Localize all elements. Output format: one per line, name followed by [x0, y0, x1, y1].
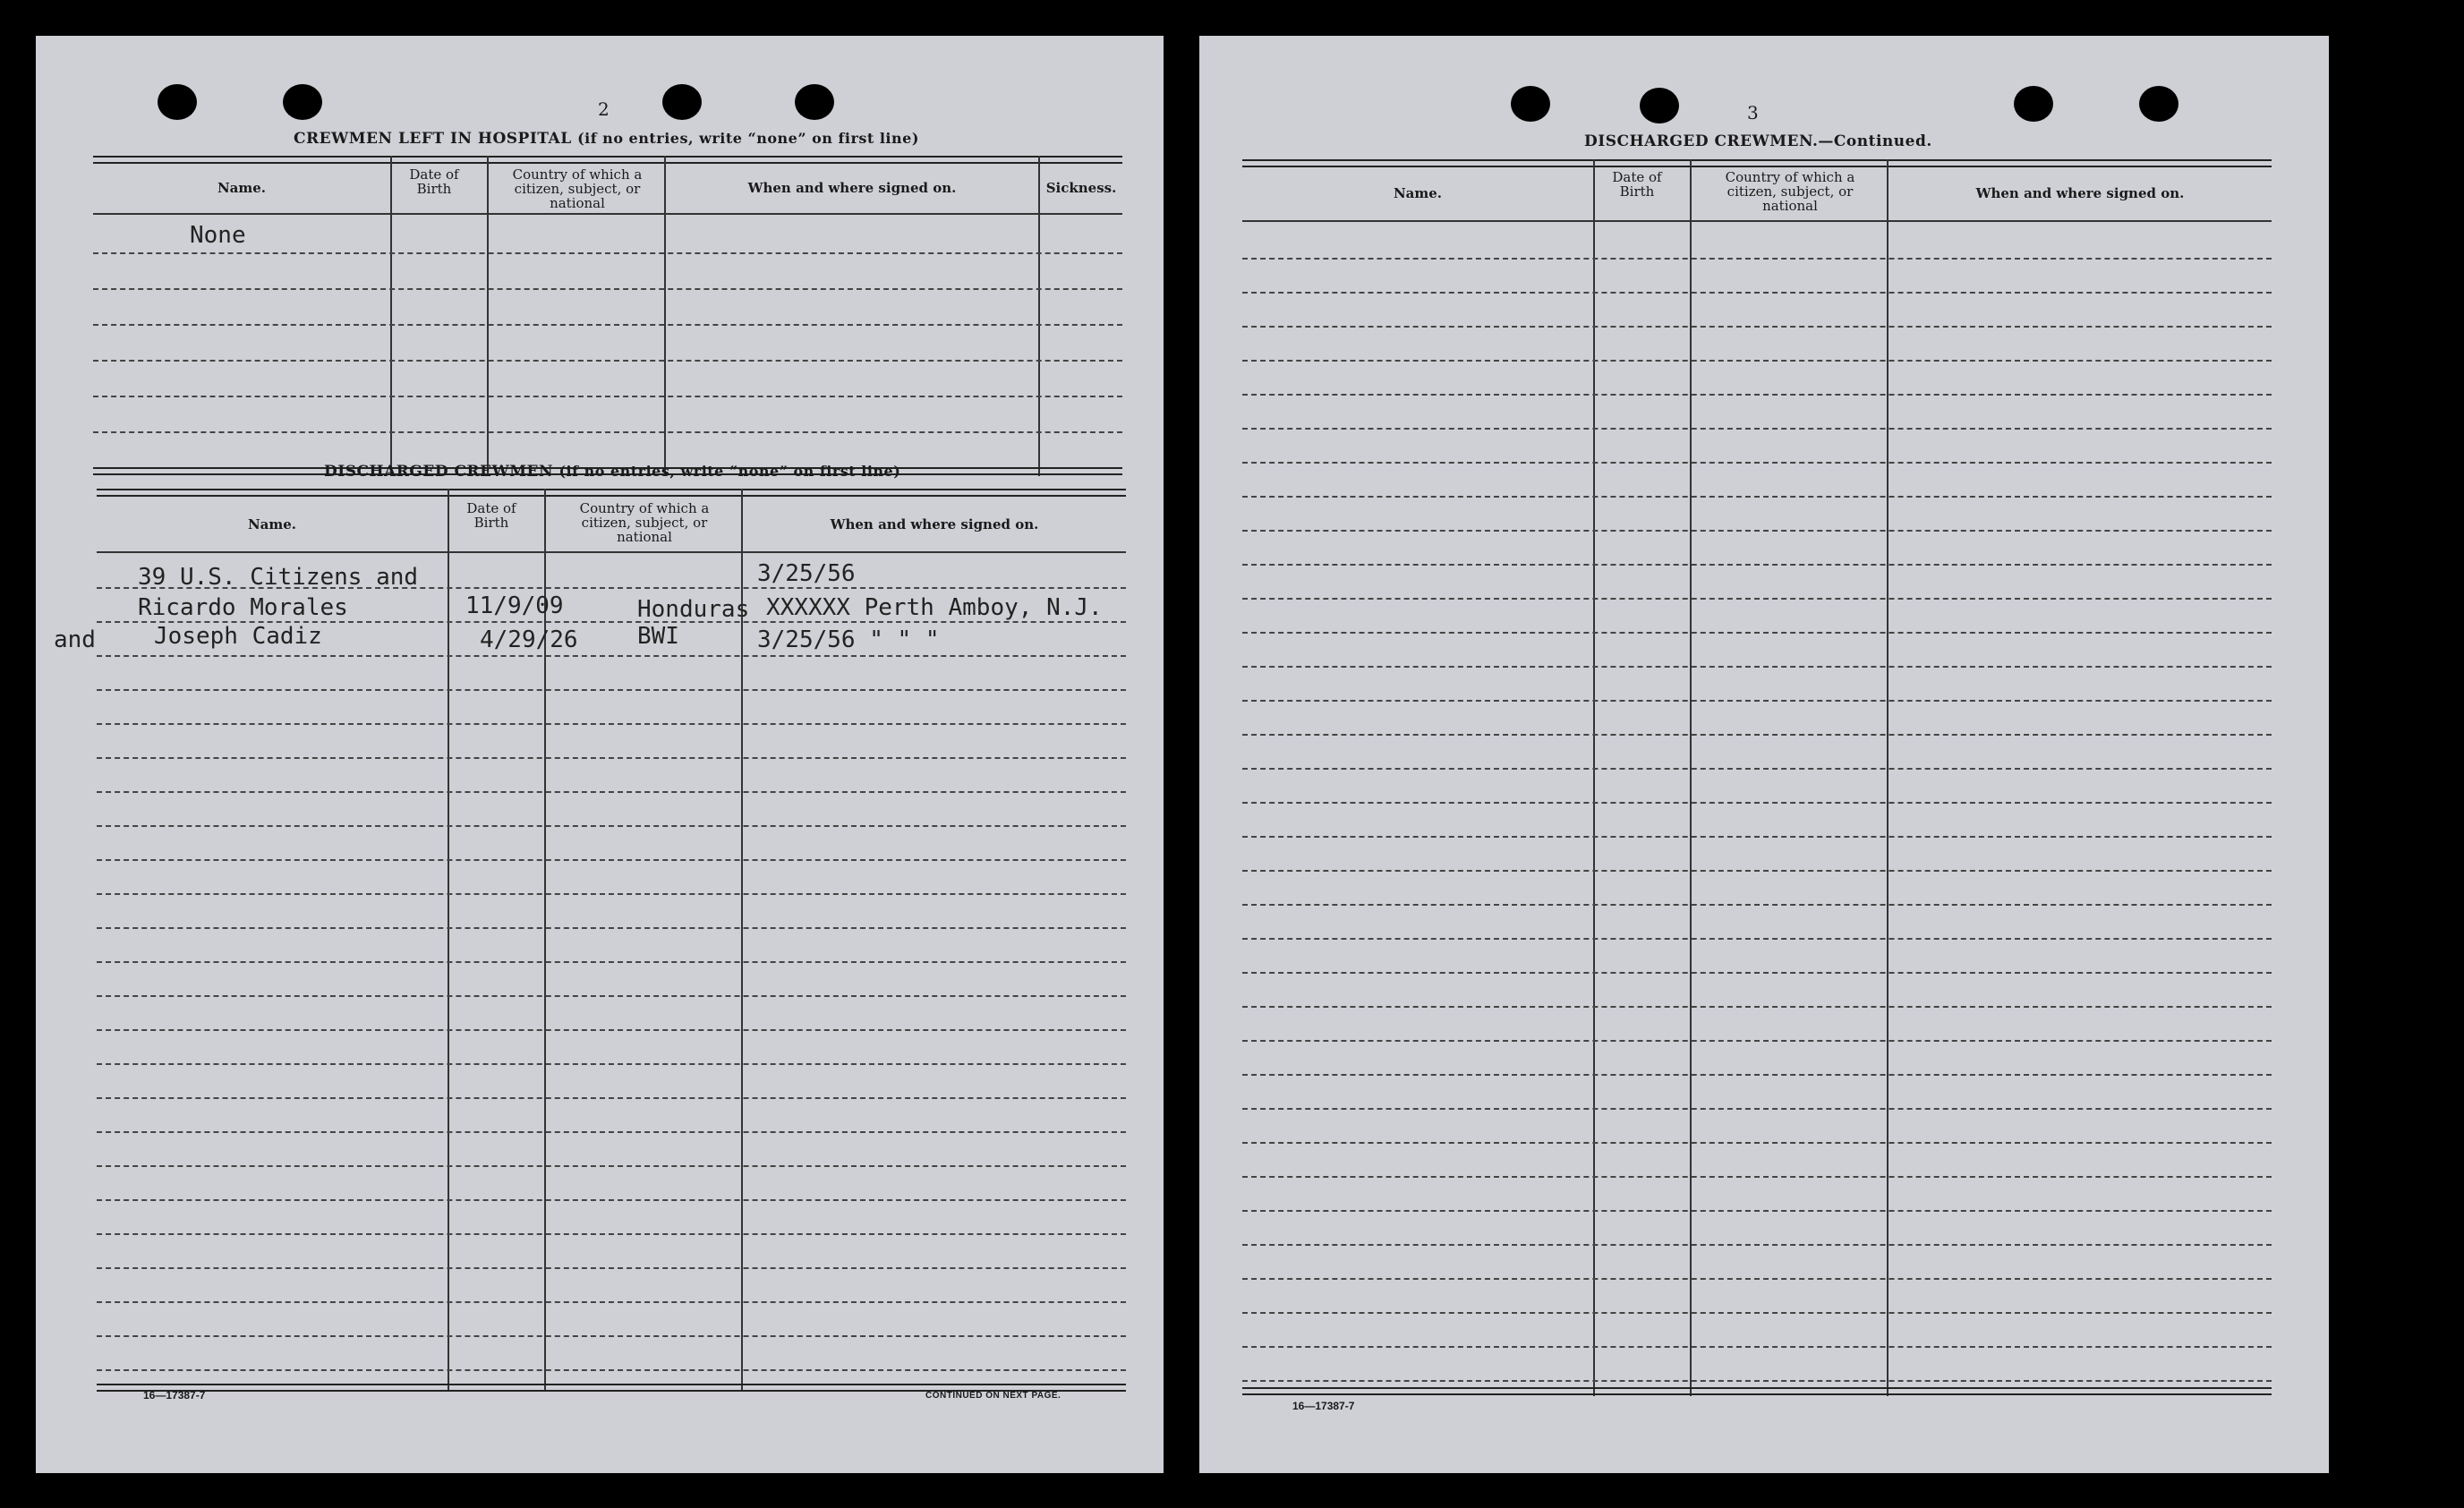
col-signed-header: When and where signed on. — [1975, 185, 2185, 201]
ruled-line — [1242, 1108, 2272, 1110]
hospital-subtitle-text: (if no entries, write “none” on first line) — [577, 130, 919, 147]
col-signed-header: When and where signed on. — [830, 516, 1039, 532]
hospital-title-text: CREWMEN LEFT IN HOSPITAL — [294, 130, 572, 148]
ruled-line — [97, 655, 1126, 657]
row-1-name: 39 U.S. Citizens and — [138, 564, 419, 591]
ruled-line — [1242, 1346, 2272, 1348]
row-3-prefix: and — [54, 626, 96, 653]
ruled-line — [1242, 1278, 2272, 1280]
row-3-dob: 4/29/26 — [480, 626, 578, 653]
page-number: 3 — [1747, 102, 1759, 124]
ruled-line — [1242, 462, 2272, 464]
ruled-line — [1242, 972, 2272, 974]
ruled-line — [97, 1233, 1126, 1235]
discharged-continued-table — [1242, 159, 2272, 1396]
col-dob-header: Date of Birth — [1612, 169, 1662, 200]
col-name-header: Name. — [247, 516, 297, 532]
punch-hole — [2139, 86, 2178, 122]
ruled-line — [1242, 1312, 2272, 1314]
punch-hole — [2014, 86, 2053, 122]
left-page — [36, 36, 1164, 1473]
ruled-line — [1242, 1210, 2272, 1212]
discharged-continued-title: DISCHARGED CREWMEN.—Continued. — [1584, 132, 1932, 150]
ruled-line — [1242, 1244, 2272, 1246]
ruled-line — [97, 1301, 1126, 1303]
discharged-subtitle-text: (if no entries, write “none” on first line) — [558, 463, 901, 480]
col-country-header: Country of which a citizen, subject, or national — [1725, 169, 1855, 214]
ruled-line — [1242, 394, 2272, 396]
row-3-signed-on: 3/25/56 " " " — [757, 626, 940, 653]
row-2-name: Ricardo Morales — [138, 594, 348, 621]
col-sickness-header: Sickness. — [1045, 180, 1117, 196]
col-name-header: Name. — [217, 180, 267, 196]
ruled-line — [97, 1131, 1126, 1133]
row-3-name: Joseph Cadiz — [154, 623, 322, 650]
punch-hole — [158, 84, 197, 120]
ruled-line — [97, 791, 1126, 793]
ruled-line — [1242, 258, 2272, 260]
ruled-line — [1242, 836, 2272, 838]
ruled-line — [1242, 802, 2272, 804]
row-2-signed-on: XXXXXX Perth Amboy, N.J. — [766, 594, 1103, 621]
col-name-header: Name. — [1393, 185, 1443, 201]
ruled-line — [97, 757, 1126, 759]
ruled-line — [97, 723, 1126, 725]
row-2-country: Honduras — [637, 596, 750, 623]
ruled-line — [97, 1199, 1126, 1201]
discharged-title-text: DISCHARGED CREWMEN — [324, 463, 554, 481]
ruled-line — [1242, 870, 2272, 872]
ruled-line — [1242, 904, 2272, 906]
punch-hole — [795, 84, 834, 120]
ruled-line — [1242, 428, 2272, 430]
col-dob-header: Date of Birth — [466, 500, 516, 531]
ruled-line — [1242, 632, 2272, 634]
ruled-line — [97, 825, 1126, 827]
ruled-line — [1242, 326, 2272, 328]
discharged-section-title — [324, 463, 900, 481]
page-number: 2 — [598, 98, 610, 120]
ruled-line — [97, 689, 1126, 691]
ruled-line — [1242, 530, 2272, 532]
ruled-line — [1242, 292, 2272, 294]
ruled-line — [97, 1063, 1126, 1065]
ruled-line — [1242, 768, 2272, 770]
hospital-section-title — [294, 130, 919, 148]
ruled-line — [97, 893, 1126, 895]
ruled-line — [1242, 598, 2272, 600]
form-number: 16—17387-7 — [143, 1389, 206, 1402]
ruled-line — [97, 995, 1126, 997]
ruled-line — [97, 1267, 1126, 1269]
punch-hole — [662, 84, 702, 120]
ruled-line — [1242, 700, 2272, 702]
row-1-signed-on: 3/25/56 — [757, 560, 856, 587]
continued-note: CONTINUED ON NEXT PAGE. — [925, 1391, 1061, 1401]
ruled-line — [1242, 1142, 2272, 1144]
ruled-line — [1242, 360, 2272, 362]
ruled-line — [1242, 496, 2272, 498]
ruled-line — [1242, 1006, 2272, 1008]
ruled-line — [1242, 564, 2272, 566]
right-page — [1199, 36, 2329, 1473]
ruled-line — [97, 1369, 1126, 1371]
discharged-table — [54, 489, 1126, 1391]
punch-hole — [1640, 88, 1679, 124]
row-2-dob: 11/9/09 — [465, 592, 564, 619]
ruled-line — [97, 961, 1126, 963]
row-3-country: BWI — [637, 623, 679, 650]
col-signed-header: When and where signed on. — [747, 180, 957, 196]
ruled-line — [97, 1165, 1126, 1167]
ruled-line — [1242, 1040, 2272, 1042]
hospital-entry: None — [190, 222, 246, 249]
ruled-line — [1242, 666, 2272, 668]
col-country-header: Country of which a citizen, subject, or national — [512, 166, 643, 211]
punch-hole — [283, 84, 322, 120]
ruled-line — [97, 859, 1126, 861]
form-number: 16—17387-7 — [1292, 1400, 1355, 1412]
col-dob-header: Date of Birth — [409, 166, 459, 197]
ruled-line — [97, 1097, 1126, 1099]
ruled-line — [97, 927, 1126, 929]
ruled-line — [97, 1335, 1126, 1337]
ruled-line — [1242, 1380, 2272, 1382]
ruled-line — [1242, 1176, 2272, 1178]
col-country-header: Country of which a citizen, subject, or national — [579, 500, 710, 545]
ruled-line — [97, 1029, 1126, 1031]
ruled-line — [1242, 1074, 2272, 1076]
ruled-line — [1242, 938, 2272, 940]
hospital-table — [93, 156, 1122, 476]
punch-hole — [1511, 86, 1550, 122]
ruled-line — [1242, 734, 2272, 736]
